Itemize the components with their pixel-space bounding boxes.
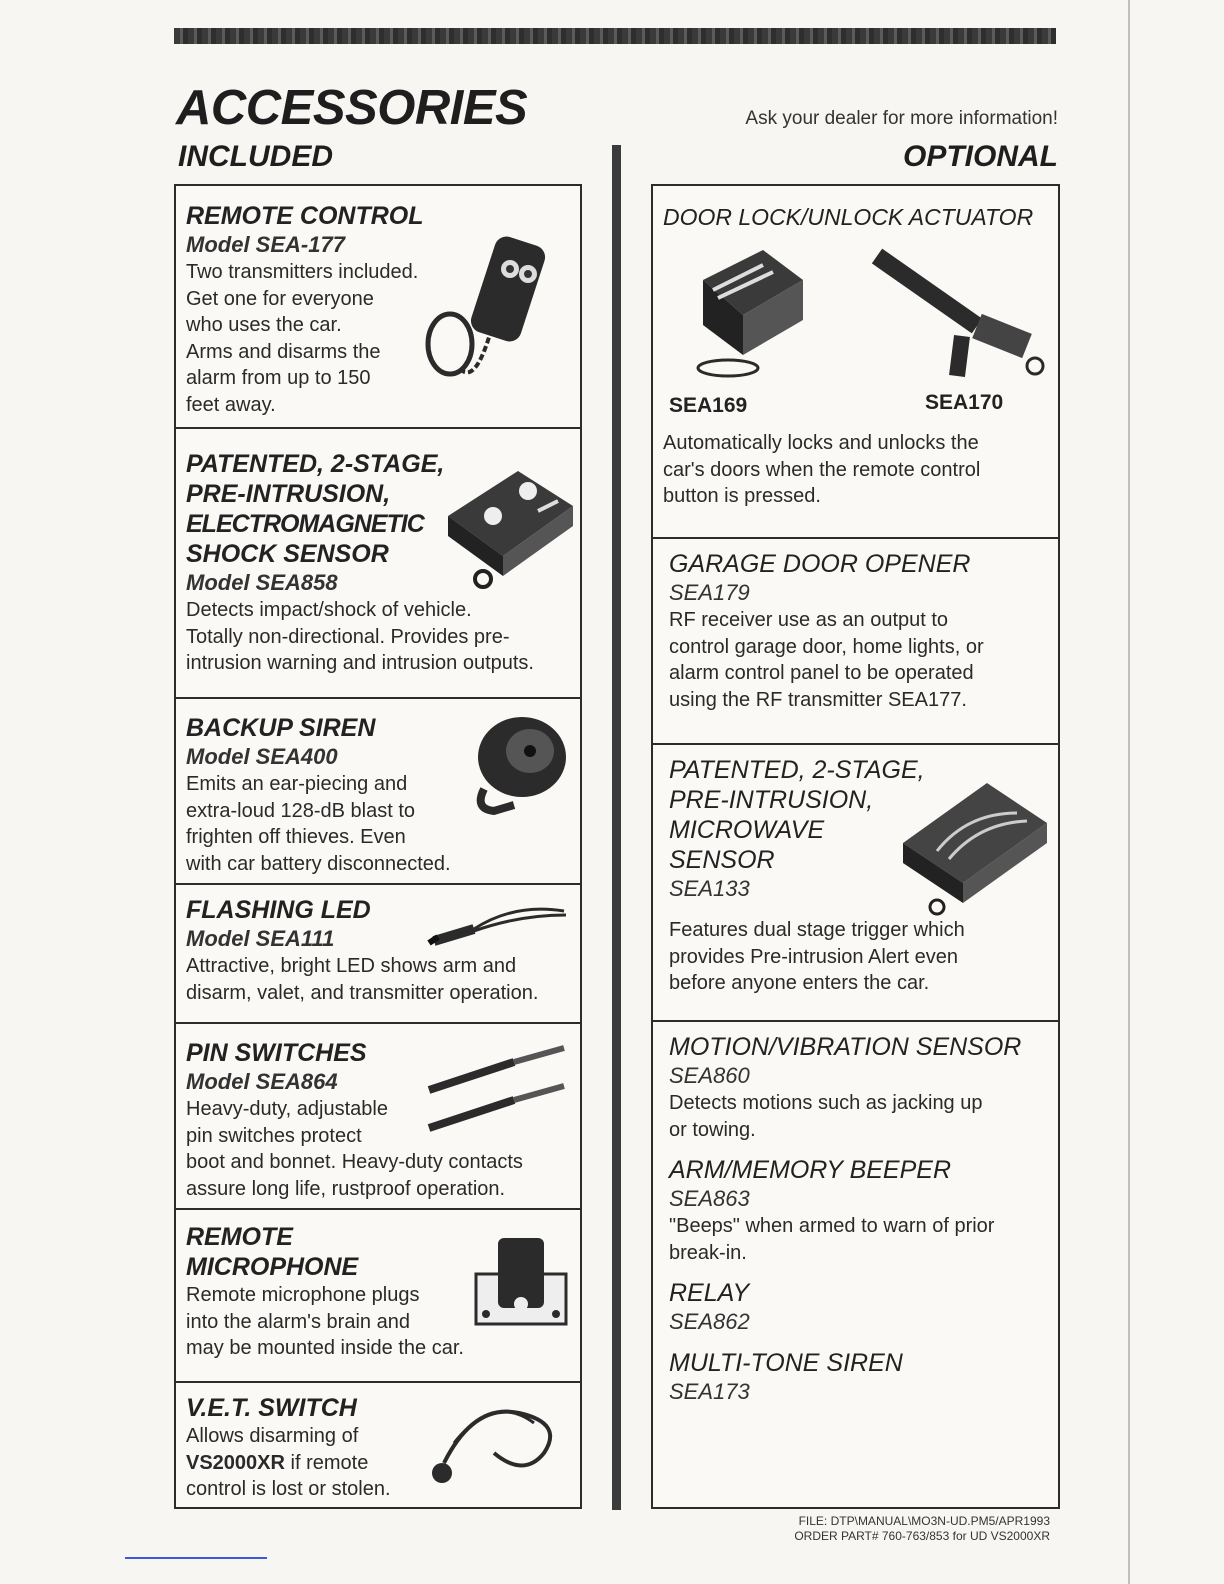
top-border-bar [174,28,1056,44]
desc-line: Heavy-duty, adjustable [186,1098,388,1120]
desc-line: or towing. [669,1118,756,1141]
desc-line: intrusion warning and intrusion outputs. [186,652,534,674]
desc-line: extra-loud 128-dB blast to [186,799,416,822]
model-number: SEA173 [669,1379,750,1404]
section-title: RELAY [669,1279,750,1307]
model-number: Model SEA111 [186,926,335,951]
section-title: PRE-INTRUSION, [186,480,391,508]
desc-text: if remote [284,1451,369,1474]
desc-line: Automatically locks and unlocks the [663,432,979,454]
section-title: V.E.T. SWITCH [186,1394,357,1422]
section-title: GARAGE DOOR OPENER [669,550,971,578]
column-divider [612,145,621,1510]
footer-file-info [794,1514,1050,1544]
section-title: MULTI-TONE SIREN [669,1349,903,1377]
desc-line: may be mounted inside the car. [186,1337,464,1359]
section-title: ARM/MEMORY BEEPER [669,1156,951,1184]
section-title: PIN SWITCHES [186,1039,367,1067]
desc-line: frighten off thieves. Even [186,826,406,848]
desc-line: boot and bonnet. Heavy-duty contacts [186,1151,523,1173]
model-number: Model SEA858 [186,570,338,595]
section-title: PRE-INTRUSION, [669,786,874,814]
microphone-image [472,1234,570,1334]
microwave-sensor-section [653,743,1058,1020]
desc-line: Remote microphone plugs [186,1284,420,1306]
model-number: Model SEA-177 [186,232,345,257]
optional-heading: OPTIONAL [903,140,1058,173]
pin-switches-section [176,1022,580,1208]
desc-line: Allows disarming of [186,1425,359,1447]
pin-switches-image [424,1040,574,1140]
included-heading: INCLUDED [178,140,333,173]
desc-line: provides Pre-intrusion Alert even [669,945,959,968]
shock-sensor-image [438,461,578,591]
blue-underline-mark [125,1557,267,1559]
caption-sea169: SEA169 [669,394,748,417]
shock-sensor-section [176,427,580,697]
section-title: MICROWAVE [669,816,825,844]
section-title: MOTION/VIBRATION SENSOR [669,1033,1022,1061]
section-title: REMOTE CONTROL [186,202,424,230]
remote-control-section [176,186,580,427]
model-number: SEA862 [669,1309,750,1334]
desc-line: Emits an ear-piecing and [186,773,408,795]
included-box [174,184,582,1509]
desc-line: into the alarm's brain and [186,1310,410,1333]
footer-order: ORDER PART# 760-763/853 for UD VS2000XR [794,1529,1050,1543]
section-title: BACKUP SIREN [186,714,376,742]
desc-line: alarm control panel to be operated [669,662,974,684]
remote-microphone-section [176,1208,580,1381]
desc-line: before anyone enters the car. [669,972,930,994]
desc-line: RF receiver use as an output to [669,609,949,631]
footer-file: FILE: DTP\MANUAL\MO3N-UD.PM5/APR1993 [798,1514,1050,1528]
model-number: SEA863 [669,1186,750,1211]
model-bold: VS2000XR [186,1451,285,1474]
desc-line: control is lost or stolen. [186,1478,391,1500]
door-lock-description [663,430,980,510]
model-number: SEA860 [669,1063,750,1088]
desc-line: Get one for everyone [186,287,374,310]
section-title: PATENTED, 2-STAGE, [186,450,445,478]
caption-sea170: SEA170 [925,391,1004,414]
vet-switch-section [176,1381,580,1509]
ask-dealer-note: Ask your dealer for more information! [745,108,1058,129]
desc-line: button is pressed. [663,485,821,507]
section-title: DOOR LOCK/UNLOCK ACTUATOR [663,204,1034,230]
page-title: ACCESSORIES [176,81,528,135]
door-lock-section [653,186,1058,537]
section-title: REMOTE [186,1223,293,1251]
model-number: Model SEA864 [186,1069,338,1094]
section-title: SHOCK SENSOR [186,540,389,568]
remote-control-image [420,234,560,404]
desc-line: assure long life, rustproof operation. [186,1177,506,1200]
desc-line: control garage door, home lights, or [669,635,984,658]
desc-line: disarm, valet, and transmitter operation. [186,981,539,1004]
desc-line: with car battery disconnected. [186,852,451,875]
model-number: Model SEA400 [186,744,338,769]
section-title: FLASHING LED [186,896,371,924]
desc-line: who uses the car. [186,314,342,336]
page-edge-line [1128,0,1130,1584]
led-image [424,893,574,953]
optional-box [651,184,1060,1509]
desc-line: Attractive, bright LED shows arm and [186,955,517,977]
section-title: SENSOR [669,846,775,874]
microwave-sensor-image [897,773,1055,923]
vet-switch-image [424,1393,574,1493]
siren-image [464,709,570,819]
desc-line: break-in. [669,1241,747,1264]
door-lock-cylinder-image [867,236,1047,386]
desc-line: pin switches protect [186,1124,362,1147]
desc-line: Detects impact/shock of vehicle. [186,599,472,621]
section-title: ELECTROMAGNETIC [186,510,424,538]
desc-line: Two transmitters included. [186,261,419,283]
backup-siren-section [176,697,580,883]
flashing-led-section [176,883,580,1022]
model-number: SEA179 [669,580,750,605]
section-title: PATENTED, 2-STAGE, [669,756,925,784]
section-title: MICROPHONE [186,1253,359,1281]
desc-line: Arms and disarms the [186,340,381,363]
desc-line: Detects motions such as jacking up [669,1092,983,1114]
desc-line: "Beeps" when armed to warn of prior [669,1215,995,1237]
desc-line: feet away. [186,393,276,416]
desc-line: Totally non-directional. Provides pre- [186,625,510,648]
desc-line: Features dual stage trigger which [669,919,965,941]
desc-line: car's doors when the remote control [663,458,981,481]
garage-door-section [653,537,1058,743]
desc-line: alarm from up to 150 [186,367,371,389]
desc-line: using the RF transmitter SEA177. [669,688,967,711]
model-number: SEA133 [669,876,750,901]
other-optional-section [653,1020,1058,1509]
door-lock-actuator-image [693,240,813,380]
